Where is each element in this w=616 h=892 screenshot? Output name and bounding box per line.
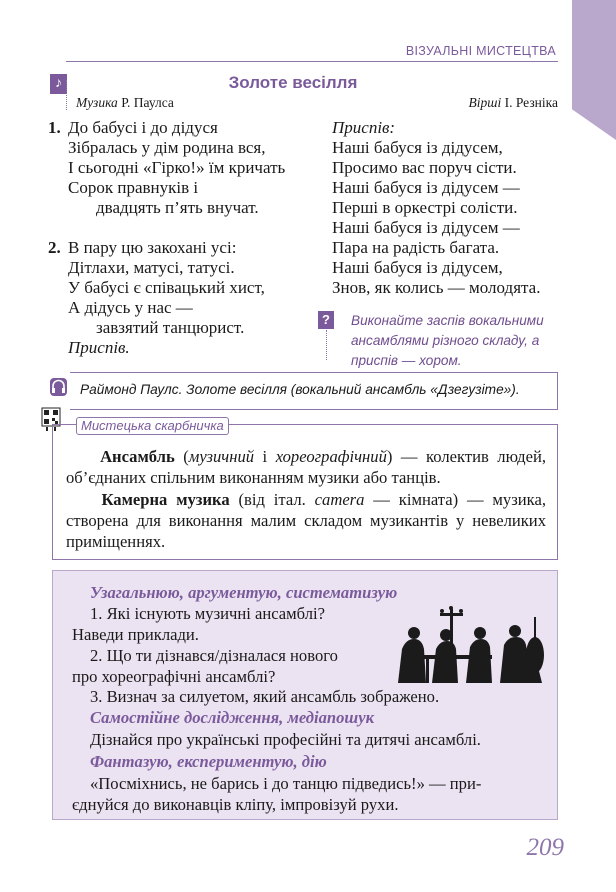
question-1-cont: Наведи приклади.: [72, 625, 199, 644]
heading-generalize: Узагальнюю, аргументую, систематизую: [90, 583, 398, 602]
music-credit: [76, 95, 174, 111]
fantasy-text-cont: єднуйся до виконавців кліпу, імпровізуй рухи.: [72, 795, 399, 814]
corner-tab: [572, 0, 616, 140]
term: Ансамбль: [100, 447, 175, 466]
term-italic: музичний: [188, 447, 255, 466]
term-italic: хореографічний: [275, 447, 387, 466]
heading-fantasy: Фантазую, експериментую, дію: [90, 752, 327, 771]
text: (від італ.: [229, 490, 315, 509]
listening-text: Раймонд Паулс. Золоте весілля (вокальний ансамбль «Дзегузіте»).: [80, 382, 520, 397]
music-author: Р. Паулса: [117, 95, 174, 110]
lyric-line: Пара на радість багата.: [332, 238, 500, 257]
lyric-line: А дідусь у нас —: [68, 298, 193, 317]
header-rule: [66, 61, 558, 62]
term-italic: camera: [314, 490, 365, 509]
term: Камерна музика: [101, 490, 230, 509]
lyric-line: В пару цю закохані усі:: [68, 238, 237, 257]
question-2: 2. Що ти дізнався/дізналася нового: [90, 646, 338, 665]
lyric-line: Наші бабуся із дідусем —: [332, 218, 520, 237]
ensemble-silhouette-image: [392, 605, 552, 683]
song-title: Золоте весілля: [228, 73, 358, 92]
headphones-icon: [50, 378, 67, 396]
verse-1: [48, 118, 285, 218]
lyric-line: І сьогодні «Гірко!» їм кричать: [68, 158, 286, 177]
lyric-line: Наші бабуся із дідусем,: [332, 258, 503, 277]
definition-text: ) — колектив людей, об’єднаних спільним виконанням музики або танців.: [66, 447, 546, 487]
page-number: 209: [526, 834, 564, 861]
lyric-line: Наші бабуся із дідусем,: [332, 138, 503, 157]
lyrics-author: І. Резніка: [501, 95, 558, 110]
lyric-line: завзятий танцюрист.: [96, 318, 245, 337]
task-text: Виконайте заспів вокальними ансамблями різного складу, а приспів — хором.: [351, 313, 544, 368]
divider: [52, 432, 53, 552]
verse-number: 1.: [48, 118, 61, 137]
lyric-line: Зібралась у дім родина вся,: [68, 138, 266, 157]
lyric-line: Дітлахи, матусі, татусі.: [68, 258, 235, 277]
lyrics-label: Вірші: [468, 95, 502, 110]
lyrics-credit: [469, 95, 558, 111]
question-1: 1. Які існують музичні ансамблі?: [90, 604, 325, 623]
text: і: [254, 447, 276, 466]
chorus: [332, 118, 540, 298]
question-3: 3. Визнач за силуетом, який ансамбль зображено.: [90, 687, 440, 706]
music-note-icon: ♪: [50, 74, 67, 94]
fantasy-text: «Посміхнись, не барись і до танцю підведись!» — при-: [90, 774, 482, 793]
verse-number: 2.: [48, 238, 61, 257]
lyric-line: Перші в оркестрі солісти.: [332, 198, 518, 217]
text: (: [174, 447, 189, 466]
definition-ensemble: [66, 446, 546, 488]
lyric-line: Просимо вас поруч сісти.: [332, 158, 517, 177]
lyric-line: Наші бабуся із дідусем —: [332, 178, 520, 197]
definition-text: — кімната) — музика, створена для виконання малим складом музикантів у невеликих приміщеннях.: [66, 490, 546, 551]
lyric-line: Сорок правнуків і: [68, 178, 199, 197]
lyric-line: двадцять п’ять внучат.: [96, 198, 259, 217]
chorus-ref: Приспів.: [68, 338, 130, 357]
heading-research: Самостійне дослідження, медіапошук: [90, 708, 375, 727]
lyric-line: До бабусі і до дідуся: [68, 118, 218, 137]
definition-chamber-music: [66, 489, 546, 552]
section-header: ВІЗУАЛЬНІ МИСТЕЦТВА: [405, 44, 556, 58]
treasury-label: Мистецька скарбничка: [76, 417, 229, 435]
question-2-cont: про хореографічні ансамблі?: [72, 667, 276, 686]
divider: [326, 330, 327, 360]
chorus-label: Приспів:: [332, 118, 396, 137]
lyric-line: У бабусі є співацький хист,: [68, 278, 265, 297]
verse-2: [48, 238, 265, 358]
music-label: Музика: [76, 95, 118, 110]
research-text: Дізнайся про українські професійні та дитячі ансамблі.: [90, 730, 481, 749]
lyric-line: Знов, як колись — молодята.: [332, 278, 541, 297]
question-icon: ?: [318, 311, 334, 329]
